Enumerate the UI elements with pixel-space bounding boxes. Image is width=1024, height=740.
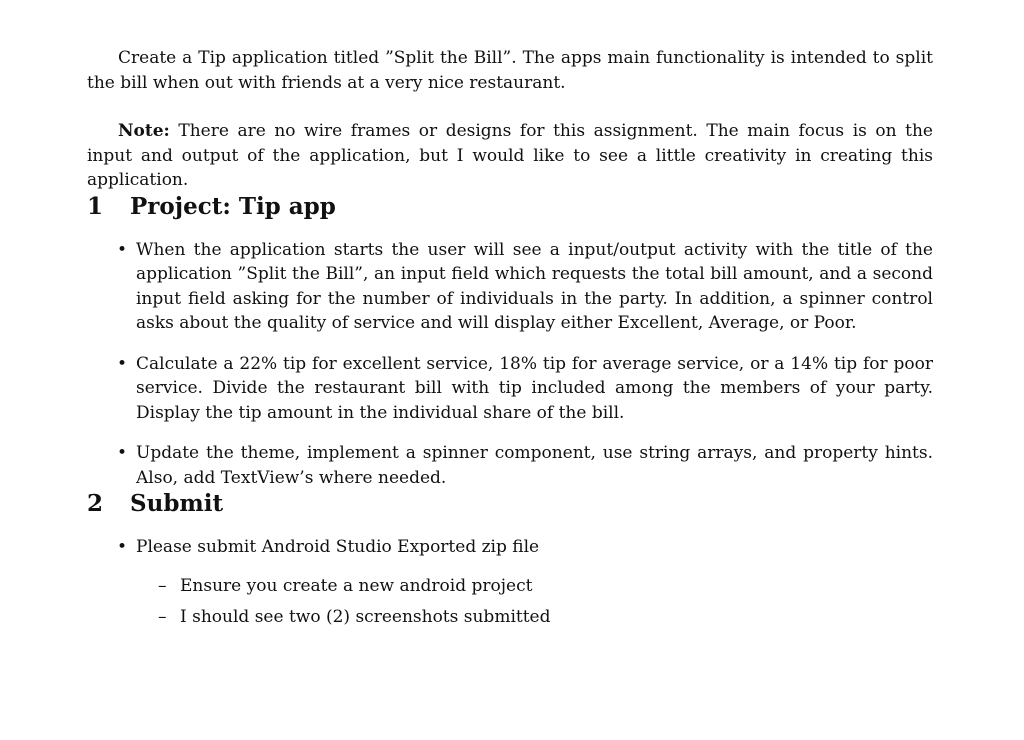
intro-paragraph: [87, 46, 933, 95]
list-item-text: Please submit Android Studio Exported zip file: [136, 537, 540, 557]
list-item: [87, 535, 933, 630]
note-paragraph: [87, 119, 933, 193]
dash-icon: –: [158, 575, 167, 596]
note-label: Note:: [118, 121, 170, 141]
submit-sub-list: [136, 574, 933, 630]
list-item: [87, 238, 933, 336]
list-item-text: Update the theme, implement a spinner component, use string arrays, and property hints. Also, add TextView’s where needed.: [136, 443, 933, 488]
document-page: [87, 46, 933, 630]
section-number: 2: [87, 490, 104, 517]
section-title: Project: Tip app: [130, 192, 336, 220]
list-item-text: When the application starts the user will see a input/output activity with the title of the application ”Split the Bill”, an input field which requests the total bill amount, and a second input field asking for the number of individuals in the party. In addition, a spinner control asks about the quality of service and will display either Excellent, Average, or Poor.: [136, 239, 933, 333]
section-number: 1: [87, 192, 104, 220]
list-item: [87, 352, 933, 426]
section-title: Submit: [130, 490, 224, 517]
sub-list-item-text: I should see two (2) screenshots submitted: [180, 607, 551, 627]
section-heading-project: [87, 193, 933, 220]
note-text: There are no wire frames or designs for this assignment. The main focus is on the input and output of the application, but I would like to see a little creativity in creating this application.: [87, 121, 933, 190]
list-item-text: Calculate a 22% tip for excellent service, 18% tip for average service, or a 14% tip for poor service. Divide the restaurant bill with tip included among the members of your party. Display the tip amount in the individual share of the bill.: [136, 353, 933, 423]
intro-text: Create a Tip application titled ”Split the Bill”. The apps main functionality is intended to split the bill when out with friends at a very nice restaurant.: [87, 48, 933, 93]
sub-list-item: [136, 605, 933, 630]
bullet-icon: •: [117, 239, 128, 260]
project-bullet-list: [87, 238, 933, 491]
sub-list-item-text: Ensure you create a new android project: [180, 575, 533, 596]
bullet-icon: •: [117, 537, 128, 557]
bullet-icon: •: [117, 353, 128, 374]
sub-list-item: [136, 574, 933, 599]
list-item: [87, 441, 933, 490]
submit-bullet-list: [87, 535, 933, 630]
section-heading-submit: [87, 490, 933, 517]
dash-icon: –: [158, 607, 167, 627]
bullet-icon: •: [117, 443, 128, 463]
